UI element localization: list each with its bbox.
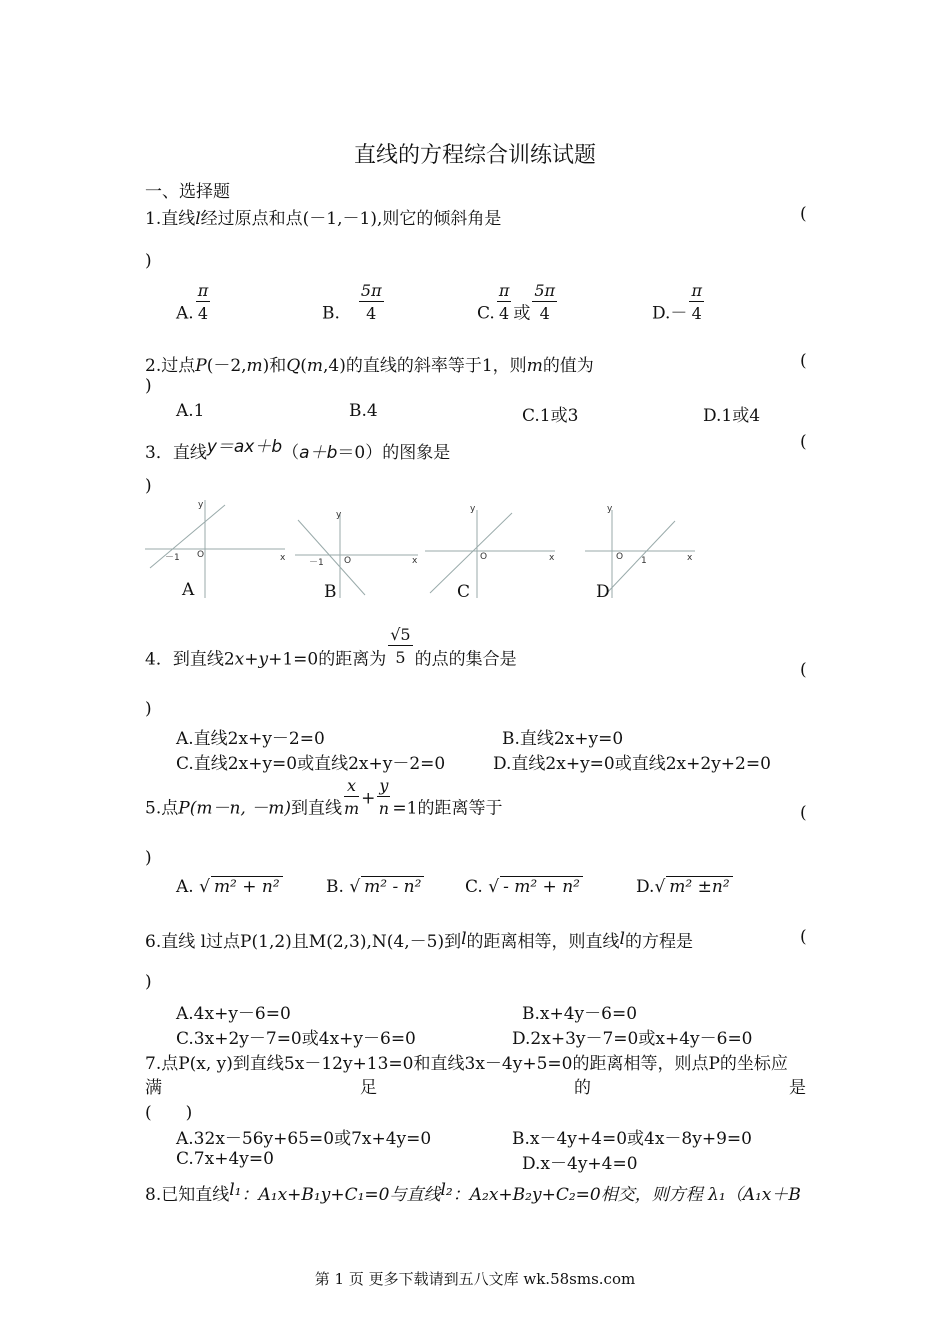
- q5-t: 5.点: [145, 798, 179, 819]
- q3-close-paren: ): [145, 476, 152, 496]
- q1-b-label: B.: [322, 303, 340, 324]
- graph-a-y-label: y: [198, 500, 204, 510]
- q7-option-c: C.7x+4y=0: [176, 1149, 274, 1169]
- q1-a-label: A.: [176, 303, 194, 324]
- graph-c-label: C: [457, 582, 471, 602]
- q5-frac-y: [377, 776, 390, 818]
- q5-option-b: [326, 876, 424, 897]
- q3-open-paren: (: [800, 432, 807, 452]
- q2-p: P: [195, 356, 207, 376]
- section-heading: 一、选择题: [145, 182, 230, 202]
- frac-den: m: [343, 799, 360, 818]
- q2-option-b: B.4: [349, 401, 378, 421]
- q2-t: ,4)的直线的斜率等于1，则: [323, 356, 527, 376]
- q5-coords: (m－n, －m): [189, 798, 291, 819]
- frac-num: 5π: [360, 281, 382, 300]
- graph-d-y-label: y: [607, 504, 613, 514]
- frac-den: 4: [539, 304, 550, 323]
- graph-a-line: [150, 505, 225, 568]
- q5-t: 到直线: [290, 798, 342, 819]
- q8-t: 8.已知直线: [145, 1185, 230, 1205]
- sqrt-icon: √: [654, 877, 666, 897]
- q1-var: l: [195, 209, 201, 229]
- q2-option-d: D.1或4: [703, 406, 761, 426]
- q5-option-a: [176, 876, 283, 897]
- q2-t: )和: [262, 356, 287, 376]
- page-title: 直线的方程综合训练试题: [353, 143, 596, 168]
- q4-option-c: C.直线2x+y=0或直线2x+y－2=0: [176, 754, 446, 774]
- frac-den: 4: [197, 304, 209, 323]
- q1-c-frac2: [532, 281, 557, 323]
- q5-frac-x: [344, 776, 359, 818]
- graph-d-x-label: x: [687, 553, 693, 563]
- q5-t: =1的距离等于: [392, 798, 503, 819]
- q5-a-label: A.: [176, 877, 194, 897]
- graph-a-x-label: x: [280, 553, 286, 563]
- frac-num: x: [344, 776, 359, 797]
- q3-t: ＝0）的图象是: [337, 443, 451, 463]
- question-2: [145, 351, 594, 376]
- q7-option-d: D.x－4y+4=0: [522, 1154, 638, 1174]
- q3-eq: y＝ax＋b: [206, 437, 283, 457]
- graph-b-y-label: y: [336, 510, 342, 520]
- q8-t: ：A₁x+B₁y+C₁=0与直线: [241, 1185, 441, 1205]
- q1-prefix: 1.直线: [145, 209, 196, 229]
- graph-a-origin: O: [197, 550, 205, 560]
- q2-option-a: A.1: [176, 401, 205, 421]
- q6-l: l: [619, 929, 625, 949]
- q1-close-paren: ): [145, 251, 152, 271]
- q6-t: 的距离相等，则直线: [466, 932, 620, 952]
- q6-l: l: [461, 929, 467, 949]
- q4-option-a: A.直线2x+y－2=0: [176, 729, 325, 749]
- question-7: 7.点P(x, y)到直线5x－12y+13=0和直线3x－4y+5=0的距离相等，则点P的坐标应: [145, 1054, 788, 1074]
- q4-t: +: [244, 649, 259, 670]
- graph-c-y-label: y: [470, 504, 476, 514]
- frac-num: π: [197, 281, 209, 300]
- frac-num: y: [379, 776, 389, 795]
- graph-c-x-label: x: [549, 553, 555, 563]
- q5-b-val: m² - n²: [361, 876, 424, 897]
- q7-option-b: B.x－4y+4=0或4x－8y+9=0: [512, 1129, 752, 1149]
- q6-t: 6.直线 l过点P(1,2)且M(2,3),N(4,－5)到: [145, 932, 462, 952]
- q7-word-3: 的: [574, 1078, 591, 1098]
- frac-num: π: [691, 281, 702, 300]
- frac-den: n: [378, 799, 390, 818]
- q4-open-paren: (: [800, 660, 807, 680]
- q2-m: m: [246, 356, 263, 376]
- q7-word-1: 满: [145, 1078, 162, 1098]
- graph-b-label: B: [324, 582, 337, 602]
- q5-open-paren: (: [800, 803, 807, 823]
- q6-open-paren: (: [800, 927, 807, 947]
- sqrt-icon: √: [199, 877, 210, 897]
- frac-num: 5π: [534, 281, 556, 300]
- question-1: [145, 204, 501, 229]
- q6-option-b: B.x+4y－6=0: [522, 1004, 638, 1024]
- q6-t: 的方程是: [624, 932, 693, 952]
- q6-option-c: C.3x+2y－7=0或4x+y－6=0: [176, 1029, 416, 1049]
- graph-b-neg1: －1: [309, 558, 324, 568]
- q1-option-a: [176, 281, 212, 324]
- question-8: [145, 1180, 801, 1205]
- graph-d-label: D: [596, 582, 610, 602]
- q2-t: (: [300, 356, 307, 376]
- q5-a-val: m² + n²: [211, 876, 283, 897]
- q1-c-label: C.: [477, 303, 495, 324]
- frac-num: π: [498, 281, 510, 300]
- q5-d-label: D.: [636, 877, 655, 897]
- q5-c-val: - m² + n²: [500, 876, 583, 897]
- q3-cond: a＋b: [299, 443, 338, 463]
- graph-a-neg1: －1: [165, 553, 180, 563]
- q4-frac: [388, 625, 412, 667]
- q5-option-c: [465, 876, 583, 897]
- q4-t: +1=0的距离为: [268, 649, 387, 670]
- frac-den: 5: [395, 648, 406, 667]
- q4-t: 的点的集合是: [414, 649, 517, 670]
- question-4: [145, 625, 517, 670]
- q1-option-b: [322, 281, 386, 324]
- q3-graphs: [140, 495, 710, 605]
- q2-t: 2.过点: [145, 356, 196, 376]
- q5-b-label: B.: [326, 877, 344, 897]
- q1-open-paren: (: [800, 204, 807, 224]
- graph-b-origin: O: [344, 556, 352, 566]
- q8-t: ：A₂x+B₂y+C₂=0相交，则方程 λ₁（A₁x＋B: [452, 1185, 801, 1205]
- q3-t: （: [282, 443, 300, 463]
- q7-word-2: 足: [360, 1078, 377, 1098]
- q1-option-c: [477, 281, 559, 324]
- graph-d-origin: O: [616, 552, 624, 562]
- q4-y: y: [258, 649, 269, 670]
- q2-q: Q: [286, 356, 301, 376]
- q2-close-paren: ): [145, 376, 152, 396]
- q2-open-paren: (: [800, 351, 807, 371]
- q1-text: 经过原点和点(－1,－1),则它的倾斜角是: [200, 209, 502, 229]
- q4-option-b: B.直线2x+y=0: [502, 729, 624, 749]
- q4-t: 4．到直线2: [145, 649, 235, 670]
- q5-p: P: [178, 798, 190, 819]
- sqrt-icon: √: [349, 877, 361, 897]
- graph-b-x-label: x: [412, 556, 418, 566]
- q6-close-paren: ): [145, 972, 152, 992]
- q8-l1: l₁: [229, 1180, 242, 1200]
- q4-x: x: [234, 649, 245, 670]
- q1-b-frac: [359, 281, 384, 323]
- graph-a-label: A: [182, 580, 195, 600]
- q8-l2: l₂: [440, 1180, 453, 1200]
- q5-plus: +: [361, 788, 376, 809]
- frac-den: 4: [498, 304, 510, 323]
- q6-option-a: A.4x+y－6=0: [176, 1004, 291, 1024]
- question-5: [145, 776, 502, 819]
- q1-c-frac1: [497, 281, 512, 323]
- page-footer: 第 1 页 更多下载请到五八文库 wk.58sms.com: [314, 1270, 636, 1288]
- q6-option-d: D.2x+3y－7=0或x+4y－6=0: [512, 1029, 753, 1049]
- q4-close-paren: ): [145, 699, 152, 719]
- q5-d-val: m² ±n²: [666, 876, 732, 897]
- graph-c-origin: O: [480, 552, 488, 562]
- q2-t: 的值为: [542, 356, 594, 376]
- q1-d-frac: [689, 281, 704, 323]
- q1-d-label: D.－: [652, 303, 688, 324]
- question-3: [145, 432, 450, 463]
- frac-den: 4: [366, 304, 377, 323]
- q5-c-label: C.: [465, 877, 483, 897]
- q2-m: m: [526, 356, 543, 376]
- question-6: [145, 927, 693, 952]
- q4-option-d: D.直线2x+y=0或直线2x+2y+2=0: [493, 754, 771, 774]
- q7-option-a: A.32x－56y+65=0或7x+4y=0: [176, 1129, 432, 1149]
- sqrt-icon: √: [488, 877, 500, 897]
- q3-t: 3．直线: [145, 443, 207, 463]
- frac-den: 4: [691, 304, 702, 323]
- q1-a-frac: [196, 281, 211, 323]
- q1-c-or: 或: [513, 303, 531, 324]
- q7-blank: ( ): [145, 1103, 193, 1123]
- q2-option-c: C.1或3: [522, 406, 579, 426]
- q2-m: m: [306, 356, 324, 376]
- q1-option-d: [652, 281, 706, 324]
- graph-c-line: [430, 513, 512, 593]
- q2-t: (－2,: [206, 356, 247, 376]
- q5-close-paren: ): [145, 848, 152, 868]
- q7-word-4: 是: [789, 1078, 806, 1098]
- frac-num: √5: [390, 625, 411, 644]
- graph-d-one: 1: [641, 556, 647, 566]
- q5-option-d: [636, 876, 733, 897]
